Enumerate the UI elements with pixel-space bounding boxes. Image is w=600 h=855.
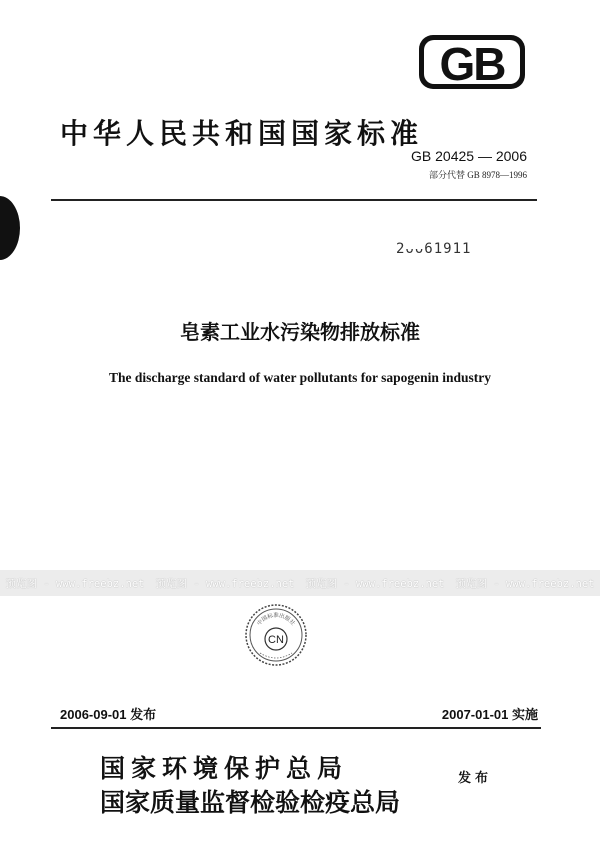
publisher-seal-icon [244,603,308,667]
watermark-text: 预览图 - www.freebz.net [155,577,295,590]
footer-divider [51,727,541,729]
gb-logo [418,34,526,90]
implementation-date: 2007-01-01 实施 [441,707,538,722]
gb-logo-text: GB [439,38,505,90]
seal-center-text: CN [268,634,284,646]
edge-scan-mark [0,196,20,260]
publish-date: 2006-09-01 发布 [60,707,157,722]
issuer-line-1: 国家环境保护总局 [100,754,349,783]
issue-label: 发布 [458,771,493,786]
watermark-band [0,570,600,596]
watermark-text: 预览图 - www.freebz.net [455,577,595,590]
standard-category-title: 中华人民共和国国家标准 [60,117,424,150]
seal-ring-text: 中国标准出版社 [256,613,296,627]
serial-number: 2ᴗᴗ61911 [396,241,472,257]
replaces-note: 部分代替 GB 8978—1996 [428,170,527,180]
watermark-text: 预览图 - www.freebz.net [305,577,445,590]
header-divider [51,199,537,201]
standard-number: GB 20425 — 2006 [411,148,527,164]
watermark-text: 预览图 - www.freebz.net [5,577,145,590]
document-title-en: The discharge standard of water pollutants for sapogenin industry [108,370,492,385]
issuer-line-2: 国家质量监督检验检疫总局 [100,788,401,817]
document-title-cn: 皂素工业水污染物排放标准 [180,320,420,344]
